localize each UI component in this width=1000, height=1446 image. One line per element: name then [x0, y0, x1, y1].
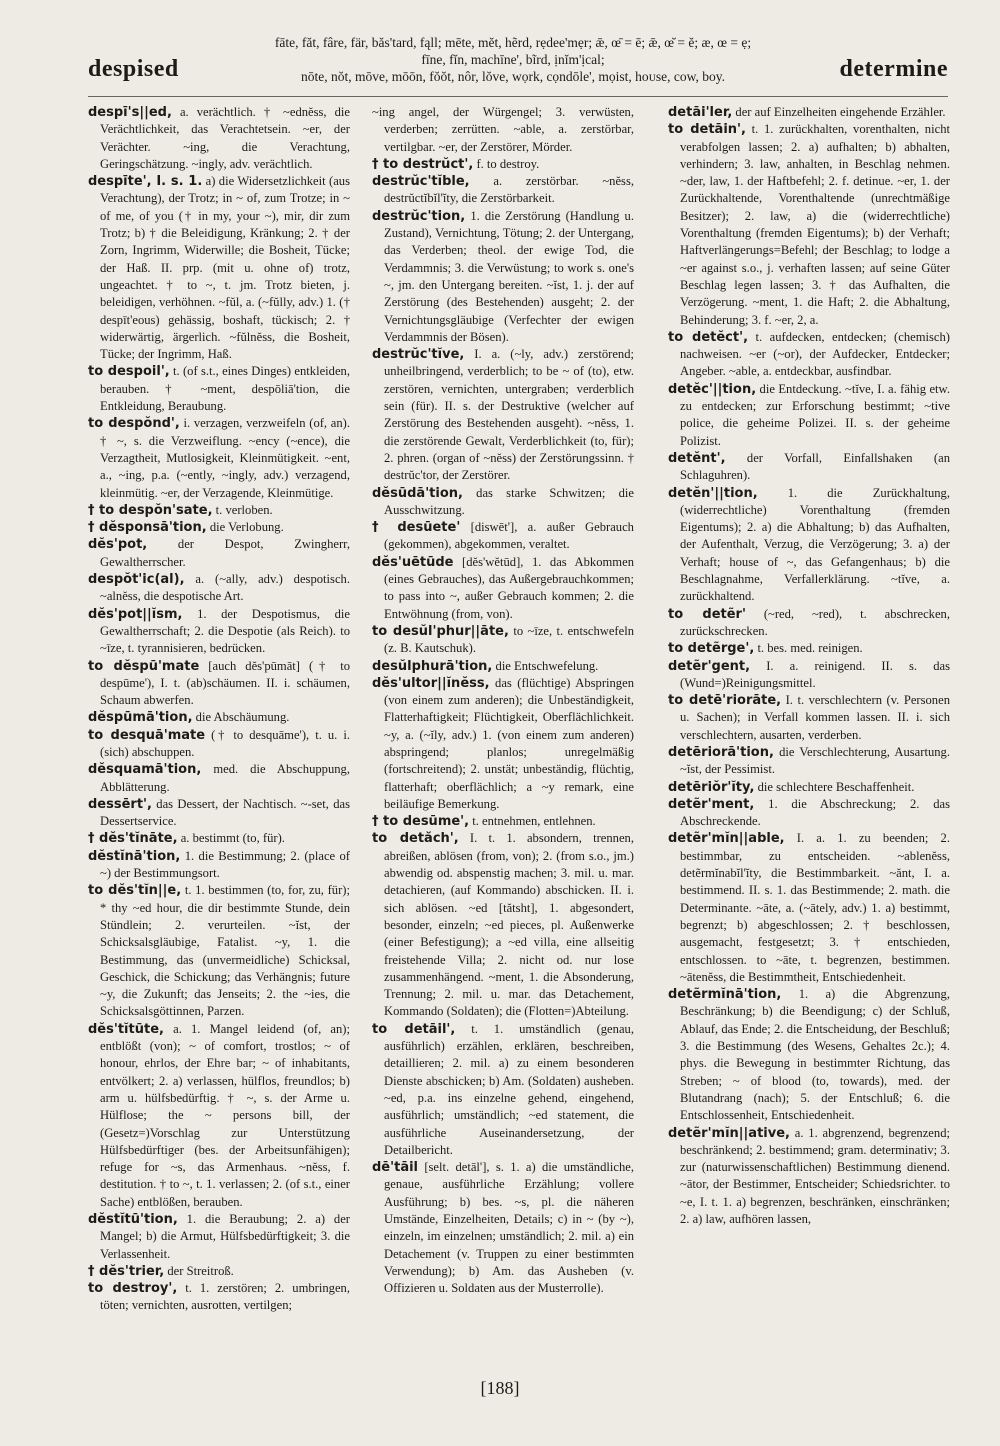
dictionary-entry — [668, 1125, 950, 1229]
definition: t. entnehmen, entlehnen. — [472, 814, 596, 829]
dictionary-entry — [88, 173, 350, 363]
headword: detĕn'||tion, — [668, 485, 758, 501]
definition: t. verloben. — [215, 502, 273, 517]
definition: a. verächtlich. † ~ednĕss, die Verächtlichkeit, das Verachtetsein. ~er, der Verächter. ~ing, die Verachtung, Geringschätzung. ~ingly, adv. verächtlich. — [100, 105, 350, 171]
headword: detẽr'mĭn||able, — [668, 831, 785, 847]
dictionary-entry — [372, 813, 634, 830]
definition: († to desquāme'), t. u. i. (sich) abschuppen. — [100, 727, 350, 759]
dictionary-entry — [88, 536, 350, 571]
headword: desŭlphurā'tion, — [372, 658, 493, 674]
definition: 1. die Zurückhaltung, (widerrechtliche) Vorenthaltung (fremden Eigentums); 2. a) die Abhaltung; b) das Aufhalten, der Aufenthalt, Verzug, die Verzögerung; 3. a) der Verhaft; house of ~, das Gefangenhaus; b) die Beschlagnahme, Verfallerklärung. ~tĭve, a. zurückhaltend. — [680, 485, 950, 604]
definition: [diswēt'], a. außer Gebrauch (gekommen), abgekommen, veraltet. — [384, 520, 634, 552]
definition: 1. die Beraubung; 2. a) der Mangel; b) die Armut, Hülfsbedürftigkeit; 3. die Verlassenheit. — [100, 1212, 350, 1261]
dictionary-entry — [88, 727, 350, 762]
definition: das Dessert, der Nachtisch. ~-set, das Dessertservice. — [100, 796, 351, 829]
header-rule — [88, 96, 948, 97]
headword: to detẽr' — [668, 606, 746, 622]
headword: † dĕsponsā'tion, — [88, 520, 207, 536]
headword: destrŭc'tĭble, — [372, 174, 470, 190]
definition: I. a. 1. zu beenden; 2. bestimmbar, zu entscheiden. ~ablenĕss, detẽrmĭnabĭl'ĭty, die Bestimmbarkeit. ~ănt, I. a. bestimmend. II. s. 1. das Bestimmende; 2. math. die Determinante. ~āte, a. (~ātely, adv.) 1. a) bestimmt, begrenzt; b) abgeschlossen; 2. † beschlossen, ausgemacht, festgesetzt; 3. † entschieden, entschlossen. to ~āte, t. begrenzen, bestimmen. ~ātenĕss, die Bestimmtheit, Entschiedenheit. — [680, 831, 950, 984]
headword: † dĕs'trier, — [88, 1263, 165, 1279]
dictionary-entry — [372, 519, 634, 554]
definition: 1. die Zerstörung (Handlung u. Zustand), Vernichtung, Tötung; 2. der Untergang, das Verderben; theol. der ewige Tod, die Verdammnis; 3. die Verwüstung; to work s. one's ~, jm. den Untergang bereiten. ~ĭst, 1. j. der auf Zerstörung (des Bestehenden) ausgeht; 2. der Vernichtungsgläubige (Verfechter der ewigen Verdammnis der Bösen). — [384, 208, 634, 344]
definition: das (flüchtige) Abspringen (von einem zum anderen); die Unbeständigkeit, Flatterhaftigkeit; Flüchtigkeit, Oberflächlichkeit. ~y, a. (~ĭly, adv.) 1. (von einem zum anderen) abspringend; planlos; unregelmäßig (fortschreitend); 2. unstät; unbeständig, flüchtig, flatterhaft; oberflächlich; a ~y remark, eine beiläufige Bemerkung. — [384, 675, 634, 811]
definition: die schlechtere Beschaffenheit. — [757, 779, 915, 794]
headword: detẽrmĭnā'tion, — [668, 987, 782, 1003]
dictionary-entry — [668, 986, 950, 1124]
dictionary-entry — [668, 606, 950, 641]
dictionary-entry — [88, 1263, 350, 1280]
headword: to detĕct', — [668, 329, 749, 345]
page-number: [188] — [480, 1378, 520, 1398]
headword: despŏt'ic(al), — [88, 572, 185, 588]
definition: der Streitroß. — [167, 1263, 234, 1278]
headword: dĕsūdā'tion, — [372, 485, 463, 501]
dictionary-entry — [668, 381, 950, 450]
dictionary-entry — [88, 709, 350, 726]
definition: 1. die Abschreckung; 2. das Abschreckende. — [680, 796, 950, 829]
headword: to despŏnd', — [88, 416, 180, 432]
dictionary-entry — [88, 658, 350, 710]
column-1 — [88, 104, 350, 1315]
definition: (~red, ~red), t. abschrecken, zurückschrecken. — [680, 606, 950, 638]
headword: dĕs'pot, — [88, 537, 148, 553]
dictionary-entry — [88, 1021, 350, 1211]
definition: a. bestimmt (to, für). — [180, 831, 285, 846]
dictionary-entry — [668, 104, 950, 121]
headword: detēriŏr'ĭty, — [668, 779, 755, 795]
definition: I. a. (~ly, adv.) zerstörend; unheilbringend, verderblich; to be ~ of (to), etw. zerstören, vernichten, untergraben; verderblich sein (für). II. s. der Destruktive (welcher auf Zerstörung des Bestehenden ausgeht). ~nĕss, 1. die zerstörende Gewalt, Verderblichkeit (to, für); 2. phren. (organ of ~nĕss) der Zerstörungssinn. † destrŭc'tor, der Zerstörer. — [384, 347, 634, 483]
column-3 — [668, 104, 950, 1228]
column-2 — [372, 104, 634, 1297]
dictionary-entry — [372, 554, 634, 623]
headword: to detāil', — [372, 1021, 456, 1037]
definition: to ~īze, t. entschwefeln (z. B. Kautschuk). — [384, 623, 635, 656]
definition: I. a. reinigend. II. s. das (Wund=)Reinigungsmittel. — [680, 658, 950, 690]
headword: to detăch', — [372, 831, 459, 847]
definition: a. 1. abgrenzend, begrenzend; beschränkend; 2. bestimmend; gram. determinativ; 3. zur (naturwissenschaftlichen) Bestimmung dienend. ~ātor, der Bestimmer, Entscheider; Schiedsrichter. to ~e, I. t. 1. a) begrenzen, beschränken, einschränken; 2. a) law, aufhören lassen, — [680, 1125, 950, 1226]
headword: dē'tāil — [372, 1160, 419, 1176]
definition: [selt. detāl'], s. 1. a) die umständliche, genaue, ausführliche Erzählung; vollere Ausführung; b) bes. ~s, pl. die näheren Umstände, Einzelheiten, Details; c) in ~ (by ~), einzeln, im einzelnen; umständlich; 2. mil. a) ein Detachement (v. Truppen zu einer bestimmten Verwendung); b) Am. das Ausheben (v. Offizieren u. Soldaten aus der Musterrolle). — [384, 1160, 634, 1296]
pronunciation-key-line: fāte, făt, fâre, fär, băs'tard, fąll; mēte, mĕt, hẽrd, rẹdee'mẹr; ǣ, œ̄ = ē; ǣ, œ̆ = ĕ; æ, œ = ẹ; — [274, 35, 752, 50]
definition: t. (of s.t., eines Dinges) entkleiden, berauben. † ~ment, despōliā'tion, die Entkleidung, Beraubung. — [100, 364, 350, 414]
definition: a. (~ally, adv.) despotisch. ~alnĕss, die despotische Art. — [100, 572, 350, 604]
headword: to detẽrge', — [668, 641, 755, 657]
headword: despīte', I. s. 1. — [88, 174, 203, 190]
headword: dĕs'pot||ĭsm, — [88, 606, 183, 622]
headword: to detāin', — [668, 122, 746, 138]
headword: † dĕs'tĭnāte, — [88, 831, 178, 847]
definition: t. aufdecken, entdecken; (chemisch) nachweisen. ~er (~or), der Aufdecker, Entdecker; Angeber. ~able, a. entdeckbar, ausfindbar. — [680, 329, 950, 379]
definition: t. 1. zerstören; 2. umbringen, töten; vernichten, ausrotten, vertilgen; — [100, 1281, 350, 1313]
dictionary-entry — [88, 848, 350, 883]
definition: [dĕs'wĕtūd], 1. das Abkommen (eines Gebrauches), das Außergebrauchkommen; to pass into ~, außer Gebrauch kommen; 2. die Entwöhnung (from, von). — [384, 554, 634, 621]
definition: ~ing angel, der Würgengel; 3. verwüsten, verderben; zerrütten. ~able, a. zerstörbar, vertilgbar. ~er, der Zerstörer, Mörder. — [372, 105, 634, 154]
dictionary-entry — [372, 623, 635, 658]
dictionary-entry — [88, 830, 350, 847]
dictionary-entry — [88, 796, 351, 831]
definition: t. 1. umständlich (genau, ausführlich) erzählen, erklären, beschreiben, detaillieren; 2. mil. a) zu einem besonderen Dienste abschicken; b) Am. (Soldaten) ausheben. ~ed, p.a. ins einzelne gehend, eingehend, ausführlich; umständlich; ~ed statement, die ausführliche Auseinandersetzung, der Detailbericht. — [384, 1021, 634, 1157]
definition: 1. a) die Abgrenzung, Beschränkung; b) die Beendigung; c) der Schluß, Ablauf, das Ende; 2. die Entscheidung, der Beschluß; 3. die Bestimmung (des Wesens, Gehaltes 2c.); 4. phys. die Bewegung in bestimmter Richtung, das Streben; ~ of blood (to, towards), med. der Blutandrang (nach); 5. der Entschluß; 6. die Entschlossenheit, Entschiedenheit. — [680, 987, 950, 1123]
definition: t. bes. med. reinigen. — [757, 641, 863, 656]
definition: die Entschwefelung. — [495, 658, 599, 673]
dictionary-entry — [88, 1280, 350, 1315]
dictionary-entry — [372, 208, 634, 346]
definition: f. to destroy. — [476, 156, 540, 171]
dictionary-entry — [668, 640, 950, 657]
headword: to despoil', — [88, 364, 170, 380]
dictionary-entry — [668, 692, 950, 744]
definition: die Verschlechterung, Ausartung. ~ĭst, der Pessimist. — [680, 744, 950, 777]
dictionary-entry — [88, 1211, 350, 1263]
definition: der Despot, Zwingherr, Gewaltherrscher. — [100, 537, 350, 569]
definition: i. verzagen, verzweifeln (of, an). † ~, s. die Verzweiflung. ~ency (~ence), die Verzagtheit, Mutlosigkeit, Kleinmütigkeit. ~ent, a., ~ing, p.a. (~ently, ~ingly, adv.) verzagend, kleinmütig. ~er, der Verzagende, Kleinmütige. — [100, 416, 351, 500]
definition: med. die Abschuppung, Abblätterung. — [100, 762, 350, 794]
definition: a) die Widersetzlichkeit (aus Verachtung), der Trotz; in ~ of, zum Trotze; in ~ of me, of you († in my, your ~), mir, dir zum Trotz; b) † die Beleidigung, Kränkung; 2. † der Zorn, Ingrimm, Widerwille; die Bosheit, Tücke; der Haß. II. prp. (mit u. ohne of) trotz, ungeachtet. † to ~, t. jm. Trotz bieten, j. beleidigen, verhöhnen. ~fŭl, a. (~fŭlly, adv.) 1. († despīt'eous) gehässig, boshaft, tückisch; 2. † widerwärtig, ärgerlich. ~fŭlnĕss, die Bosheit, Tücke; der Ingrimm, Haß. — [100, 174, 350, 362]
headword: dĕstĭtū'tion, — [88, 1212, 178, 1227]
dictionary-entry — [88, 882, 350, 1020]
headword: destrŭc'tĭve, — [372, 347, 465, 363]
pronunciation-key-line: fīne, fĭn, machīne', bĩrd, ịnĭm'ịcal; — [421, 52, 605, 67]
dictionary-entry — [372, 1021, 634, 1159]
definition: I. t. verschlechtern (v. Personen u. Sachen); in Verfall kommen lassen. II. i. sich verschlechtern, ausarten, verderben. — [680, 693, 950, 742]
headword: to destroy', — [88, 1281, 178, 1297]
definition: 1. der Despotismus, die Gewaltherrschaft; 2. die Despotie (als Reich). to ~īze, t. tyrannisieren, bedrücken. — [100, 606, 351, 656]
dictionary-entry — [88, 519, 350, 536]
left-guide-word: despised — [88, 56, 179, 82]
headword: dĕs'tĭtūte, — [88, 1021, 164, 1037]
definition: t. 1. zurückhalten, vorenthalten, nicht verabfolgen lassen; 2. a) aufhalten; b) abhalten, verhindern; 3. law, anhalten, in Beschlag nehmen. ~der, law, 1. der Haftbefehl; 2. f. detinue. ~er, 1. der Zurückhaltende, Vorenthaltende (unrechtmäßige Besitzer); 2. law, a) die (widerrechtliche) Vorenthaltung (fremden Eigentums); b) der Verhaft; Haftverlängerungs=Befehl; der Beschlag; to lodge a ~er against s.o., j. verhaften lassen; auf seine Güter Beschlag legen lassen; 3. † das Aufhalten, die Verzögerung. ~ment, 1. die Haft; 2. die Abhaltung, Behinderung; 3. f. ~er, 2, a. — [680, 122, 950, 327]
headword: detĕc'||tion, — [668, 381, 757, 397]
dictionary-entry — [668, 121, 950, 329]
dictionary-entry — [372, 346, 634, 484]
dictionary-entry — [88, 363, 350, 415]
dictionary-entry — [668, 796, 950, 831]
definition: [auch dĕs'pūmāt] († to despūme'), I. t. (ab)schäumen. II. i. schäumen, Schaum abwerfen. — [100, 658, 350, 708]
headword: to detē'riorāte, — [668, 693, 782, 709]
dictionary-entry — [372, 675, 634, 813]
dictionary-entry — [88, 415, 351, 501]
dictionary-entry — [372, 173, 634, 208]
definition: die Verlobung. — [209, 520, 284, 535]
headword: detāi'ler, — [668, 105, 733, 120]
definition: das starke Schwitzen; die Ausschwitzung. — [384, 485, 634, 517]
headword: to desquā'mate — [88, 727, 206, 743]
headword: † to despŏn'sate, — [88, 502, 213, 518]
headword: dĕspūmā'tion, — [88, 710, 193, 726]
headword: dĕstĭnā'tion, — [88, 848, 181, 864]
dictionary-entry — [668, 744, 950, 779]
headword: † desūete' — [372, 520, 461, 536]
dictionary-entry — [372, 485, 634, 520]
definition: 1. die Bestimmung; 2. (place of ~) der Bestimmungsort. — [100, 848, 350, 881]
dictionary-entry — [88, 761, 350, 796]
headword: detĕnt', — [668, 450, 726, 466]
dictionary-entry — [668, 450, 950, 485]
headword: † to desūme', — [372, 814, 470, 830]
definition: die Abschäumung. — [195, 710, 290, 725]
right-guide-word: determine — [839, 56, 948, 82]
pronunciation-key-line: nōte, nŏt, mōve, mōōn, fŏŏt, nôr, lŏve, wọrk, cọndōle', mọist, hoᴜse, cow, boy. — [301, 69, 725, 84]
definition: der auf Einzelheiten eingehende Erzähler. — [735, 105, 946, 119]
dictionary-entry — [88, 606, 351, 658]
dictionary-entry — [372, 104, 634, 156]
dictionary-entry — [668, 485, 950, 606]
dictionary-entry — [372, 658, 634, 675]
headword: dĕs'ultor||ĭnĕss, — [372, 675, 490, 691]
headword: dĕs'uētūde — [372, 554, 454, 570]
definition: t. 1. bestimmen (to, for, zu, für); * thy ~ed hour, die dir bestimmte Stunde, dein Stündlein; 2. verurteilen. ~ĭst, der Schicksalsgläubige, Fatalist. ~y, 1. die Bestimmung, das (unvermeidliche) Schicksal, Geschick, die Schickung; das Verhängnis; future ~y, die Zukunft; das Jenseits; 2. the ~ies, die Schicksalsgöttinnen, Parzen. — [100, 883, 350, 1019]
definition: a. zerstörbar. ~nĕss, destrŭctĭbĭl'ĭty, die Zerstörbarkeit. — [384, 174, 634, 206]
dictionary-entry — [668, 329, 950, 381]
dictionary-entry — [88, 571, 350, 606]
headword: dessērt', — [88, 796, 152, 812]
pronunciation-key — [228, 34, 798, 85]
headword: to dĕs'tĭn||e, — [88, 883, 182, 899]
definition: die Entdeckung. ~tĭve, I. a. fähig etw. zu entdecken; zur Erforschung bestimmt; ~tive police, die geheime Polizei. II. s. der geheime Polizist. — [680, 381, 950, 448]
dictionary-entry — [88, 104, 350, 173]
headword: to dĕspū'mate — [88, 658, 200, 674]
definition: I. t. 1. absondern, trennen, abreißen, ablösen (from, von); 2. (from s.o., jm.) abwendig od. abspenstig machen; 3. mil. u. mar. detachieren, (auf Kommando) abschicken. II. i. sich ablösen. ~ed [tătsht], 1. abgesondert, besonder, einzeln; ~ed pieces, pl. Außenwerke (einer Befestigung); a ~ed villa, eine allseitig freistehende Villa; 2. nicht od. nur lose zusammenhängend. ~ment, 1. die Absonderung, Trennung; 2. mil. u. mar. das Detachement, Kommando (Soldaten); die (Flotten=)Abteilung. — [384, 831, 634, 1019]
dictionary-entry — [372, 156, 634, 173]
headword: † to destrŭct', — [372, 156, 474, 172]
definition: a. 1. Mangel leidend (of, an); entblößt (von); ~ of comfort, trostlos; ~ of honour, ehrlos, der Ehre bar; ~ of inhabitants, entvölkert; 2. a) verlassen, hülflos, freundlos; b) arm u. hülfsbedürftig. † ~, s. der Arme u. Hülflose; the ~ persons bill, der (Gesetz=)Vorschlag zur Unterstützung Hülfsbedürftiger (bes. der Arbeitsunfähigen); refuge for ~s, das Armenhaus. ~nĕss, f. destitution. † to ~, t. 1. verlassen; 2. (of s.t., einer Sache) entblößen, berauben. — [100, 1021, 350, 1209]
headword: despī's||ed, — [88, 105, 172, 120]
headword: dĕsquamā'tion, — [88, 762, 202, 778]
headword: detẽr'ment, — [668, 796, 755, 812]
headword: detēriorā'tion, — [668, 744, 774, 760]
dictionary-entry — [372, 830, 634, 1020]
dictionary-entry — [668, 830, 950, 986]
headword: detẽr'gent, — [668, 658, 751, 674]
definition: der Vorfall, Einfallshaken (an Schlaguhren). — [680, 450, 950, 483]
dictionary-entry — [668, 658, 950, 693]
page-header — [88, 30, 948, 92]
headword: to desŭl'phur||āte, — [372, 623, 509, 639]
dictionary-entry — [668, 779, 950, 796]
dictionary-entry — [88, 502, 350, 519]
headword: detẽr'mĭn||ative, — [668, 1125, 790, 1141]
dictionary-entry — [372, 1159, 634, 1297]
headword: destrŭc'tion, — [372, 208, 466, 224]
